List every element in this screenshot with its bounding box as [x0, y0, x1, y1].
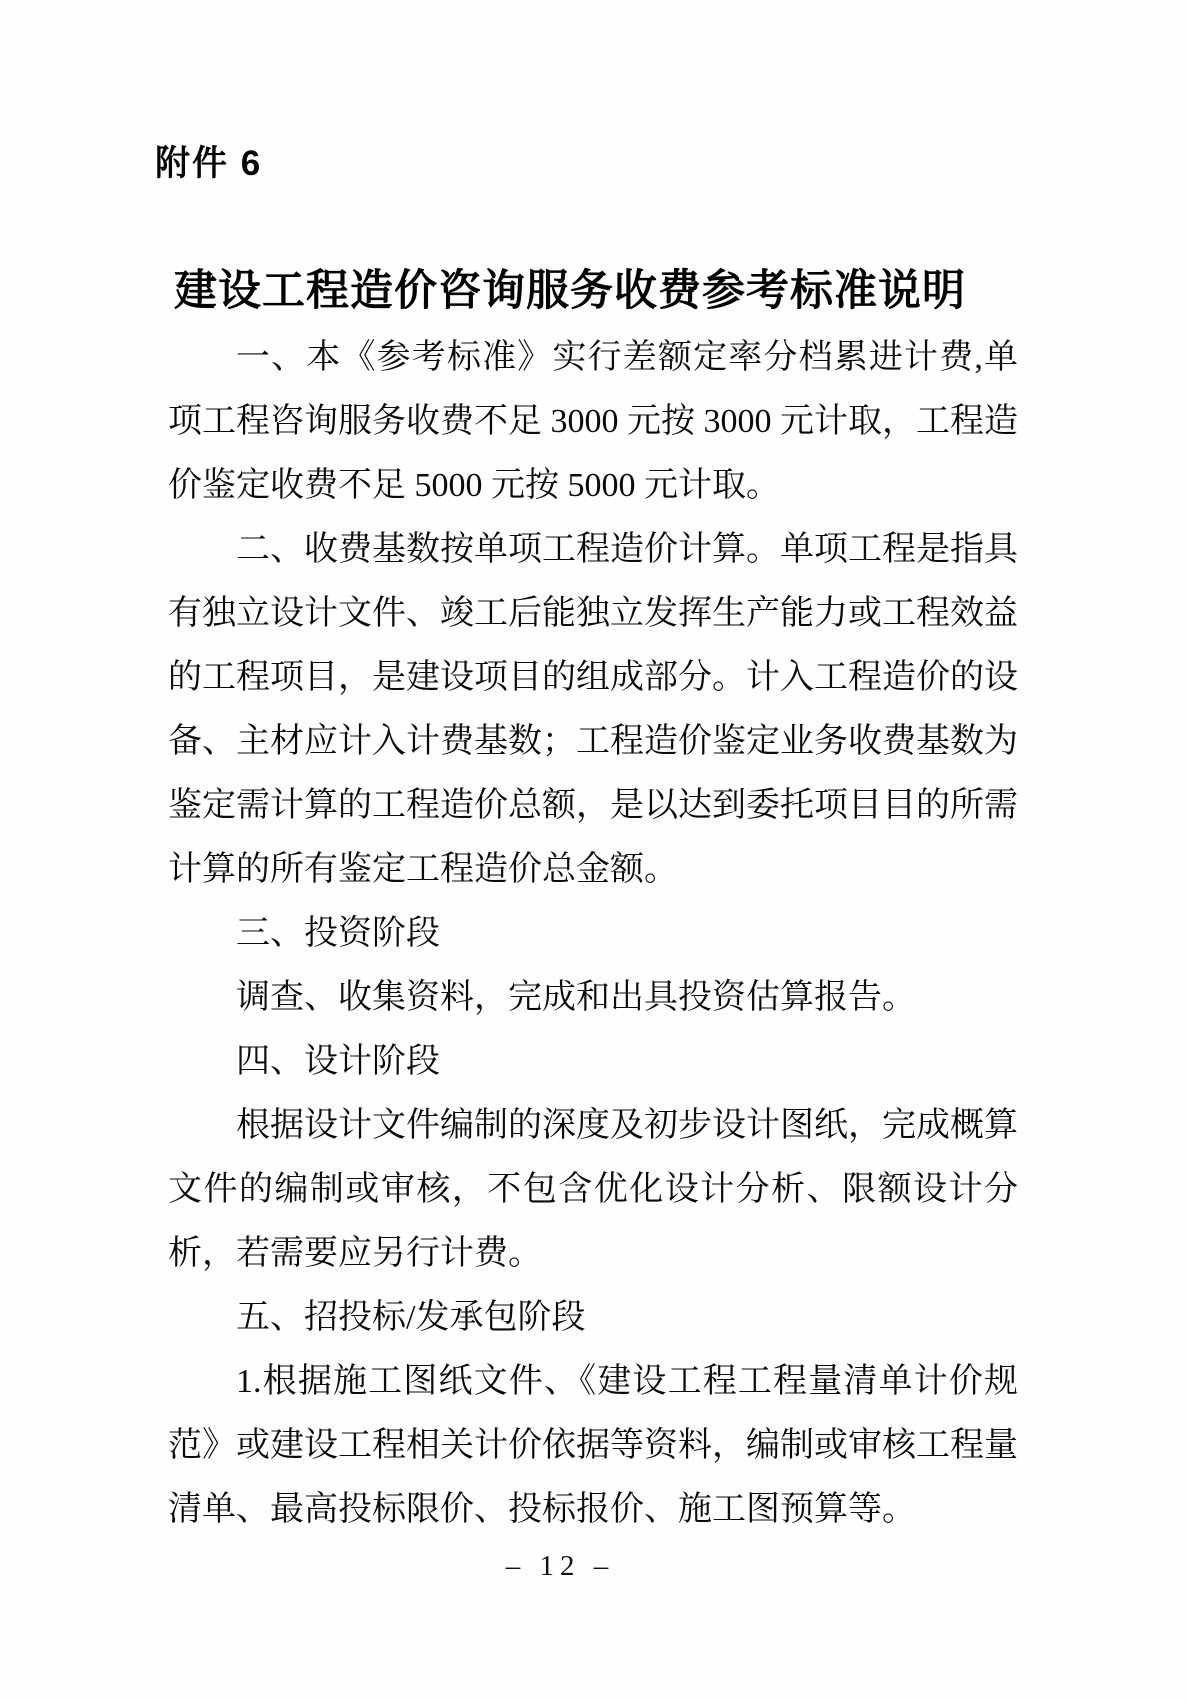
- page-title: 建设工程造价咨询服务收费参考标准说明: [174, 267, 966, 315]
- paragraph-6: 根据设计文件编制的深度及初步设计图纸，完成概算文件的编制或审核，不包含优化设计分析、限额设计分析，若需要应另行计费。: [168, 1107, 1018, 1272]
- paragraph-1: 一、本《参考标准》实行差额定率分档累进计费,单项工程咨询服务收费不足 3000 元按 3000 元计取，工程造价鉴定收费不足 5000 元按 5000 元计取。: [168, 339, 1018, 504]
- section-heading-5: 四、设计阶段: [236, 1043, 440, 1080]
- paragraph-4: 调查、收集资料，完成和出具投资估算报告。: [236, 979, 916, 1016]
- attachment-label: 附件 6: [155, 144, 263, 183]
- section-heading-3: 三、投资阶段: [236, 915, 440, 952]
- paragraph-2: 二、收费基数按单项工程造价计算。单项工程是指具有独立设计文件、竣工后能独立发挥生产能力或工程效益的工程项目，是建设项目的组成部分。计入工程造价的设备、主材应计入计费基数；工程造价鉴定业务收费基数为鉴定需计算的工程造价总额，是以达到委托项目目的所需计算的所有鉴定工程造价总金额。: [168, 531, 1018, 888]
- paragraph-8: 1.根据施工图纸文件、《建设工程工程量清单计价规范》或建设工程相关计价依据等资料，编制或审核工程量清单、最高投标限价、投标报价、施工图预算等。: [168, 1363, 1018, 1528]
- document-body: [168, 326, 1018, 1542]
- section-heading-7: 五、招投标/发承包阶段: [236, 1299, 586, 1336]
- page-number: – 12 –: [505, 1550, 615, 1582]
